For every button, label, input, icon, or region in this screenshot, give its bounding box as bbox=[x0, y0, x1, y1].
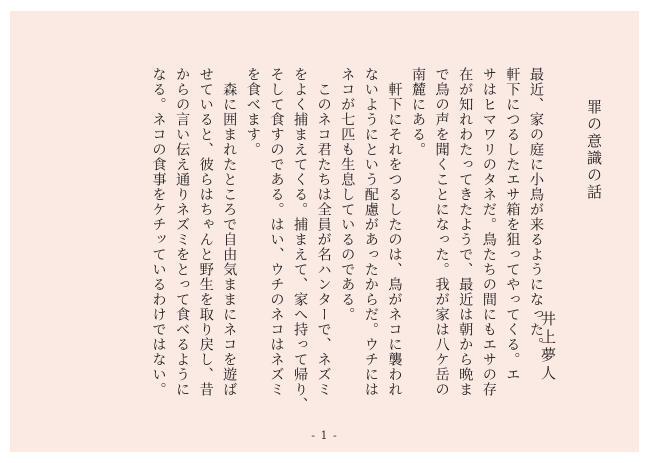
author-name: 井上夢人 bbox=[539, 311, 557, 383]
text-line: 軒下につるしたエサ箱を狙ってやってくる。エ bbox=[504, 67, 521, 382]
document-page bbox=[10, 11, 639, 452]
text-line: なる。ネコの食事をケチッているわけではない。 bbox=[150, 67, 167, 397]
text-line: からの言い伝え通りネズミをとって食べるように bbox=[174, 67, 191, 397]
text-line: を食べます。 bbox=[244, 67, 261, 157]
page-number: - 1 - bbox=[311, 429, 338, 442]
text-line: ないようにという配慮があったからだ。ウチには bbox=[362, 67, 379, 397]
text-line: そして食すのである。はい、ウチのネコはネズミ bbox=[268, 67, 285, 397]
body-text bbox=[146, 67, 547, 427]
text-line: 在が知れわたってきたようで、最近は朝から晩ま bbox=[457, 67, 474, 397]
text-line: 軒下にそれをつるしたのは、鳥がネコに襲われ bbox=[386, 67, 403, 397]
document-title: 罪の意識の話 bbox=[585, 99, 603, 201]
text-line: で鳥の声を聞くことになった。我が家は八ケ岳の bbox=[433, 67, 450, 397]
text-line: 南麓にある。 bbox=[410, 67, 427, 157]
text-line: 森に囲まれたところで自由気ままにネコを遊ば bbox=[221, 67, 238, 397]
text-line: このネコ君たちは全員が名ハンターで、ネズミ bbox=[315, 67, 332, 397]
text-line: ネコが七匹も生息しているのである。 bbox=[339, 67, 356, 322]
text-line: せていると、彼らはちゃんと野生を取り戻し、昔 bbox=[197, 67, 214, 397]
text-line: サはヒマワリのタネだ。鳥たちの間にもエサの存 bbox=[480, 67, 497, 397]
text-line: 最近、家の庭に小鳥が来るようになった。 bbox=[528, 67, 544, 352]
text-line: をよく捕まえてくる。捕まえて、家へ持って帰り、 bbox=[292, 67, 309, 412]
